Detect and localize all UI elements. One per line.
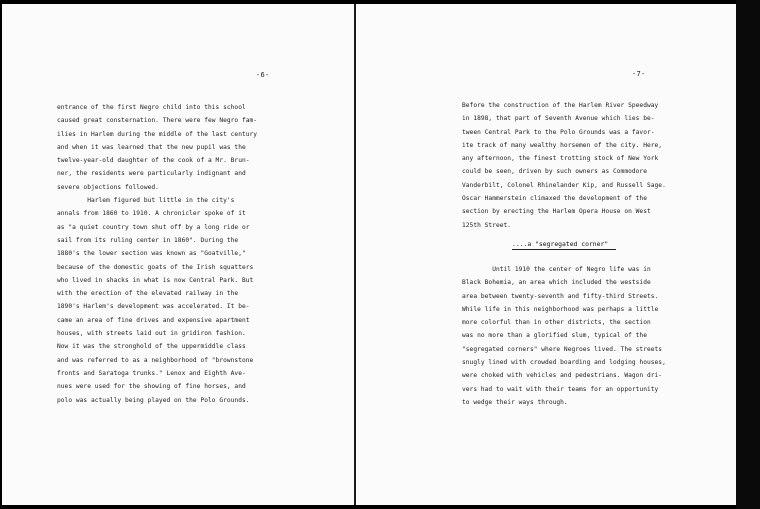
body-paragraph: entrance of the first Negro child into this school caused great consternation. There were few Negro fam- ilies in Harlem during the middle of the last century and when it was learned that the new pupil was the twelve-year-old daughter of the cook of a Mr. Brun- ner, the residents were particularly indignant and severe objections followed. Harlem figured but little in the city's annals from 1860 to 1910. A chronicler spoke of it as "a quiet country town shut off by a long ride or sail from its ruling center in 1860". During the 1880's the lower section was known as "Goatville," because of the domestic goats of the Irish squatters who lived in shacks in what is now Central Park. But with the erection of the elevated railway in the 1890's Harlem's development was accelerated. It be- came an area of fine drives and expensive apartment houses, with streets laid out in gridiron fashion. Now it was the stronghold of the uppermiddle class and was referred to as a neighborhood of "brownstone fronts and Saratoga trunks." Lenox and Eighth Ave- nues were used for the showing of fine horses, and polo was actually being played on the Polo Grounds. [57, 104, 258, 404]
heading-underline [512, 249, 616, 250]
page-number: -6- [256, 71, 270, 79]
page-number: -7- [632, 70, 646, 78]
body-paragraph: Until 1910 the center of Negro life was in Black Bohemia, an area which included the westside area between twenty-seventh and fifty-third Streets. While life in this neighborhood was perhaps a little more colorful than in other districts, the section was no more than a glorified slum, typical of the "segregated corners" where Negroes lived. The streets snugly lined with crowded boarding and lodging houses, were choked with vehicles and pedestrians. Wagon dri- vers had to wait with their teams for an opportunity to wedge their ways through. [462, 266, 666, 406]
scan-border [736, 0, 760, 509]
body-paragraph: Before the construction of the Harlem River Speedway in 1898, that part of Seventh Avenue which lies be- tween Central Park to the Polo Grounds was a favor- ite track of many wealthy horsemen of the city. Here, any afternoon, the finest trotting stock of New York could be seen, driven by such owners as Commodore Vanderbilt, Colonel Rhinelander Kip, and Russell Sage. Oscar Hammerstein climaxed the development of the section by erecting the Harlem Opera House on West 125th Street. [462, 102, 666, 229]
right-page [356, 4, 736, 505]
section-heading: ....a "segregated corner" [512, 240, 609, 248]
left-page [2, 4, 354, 505]
